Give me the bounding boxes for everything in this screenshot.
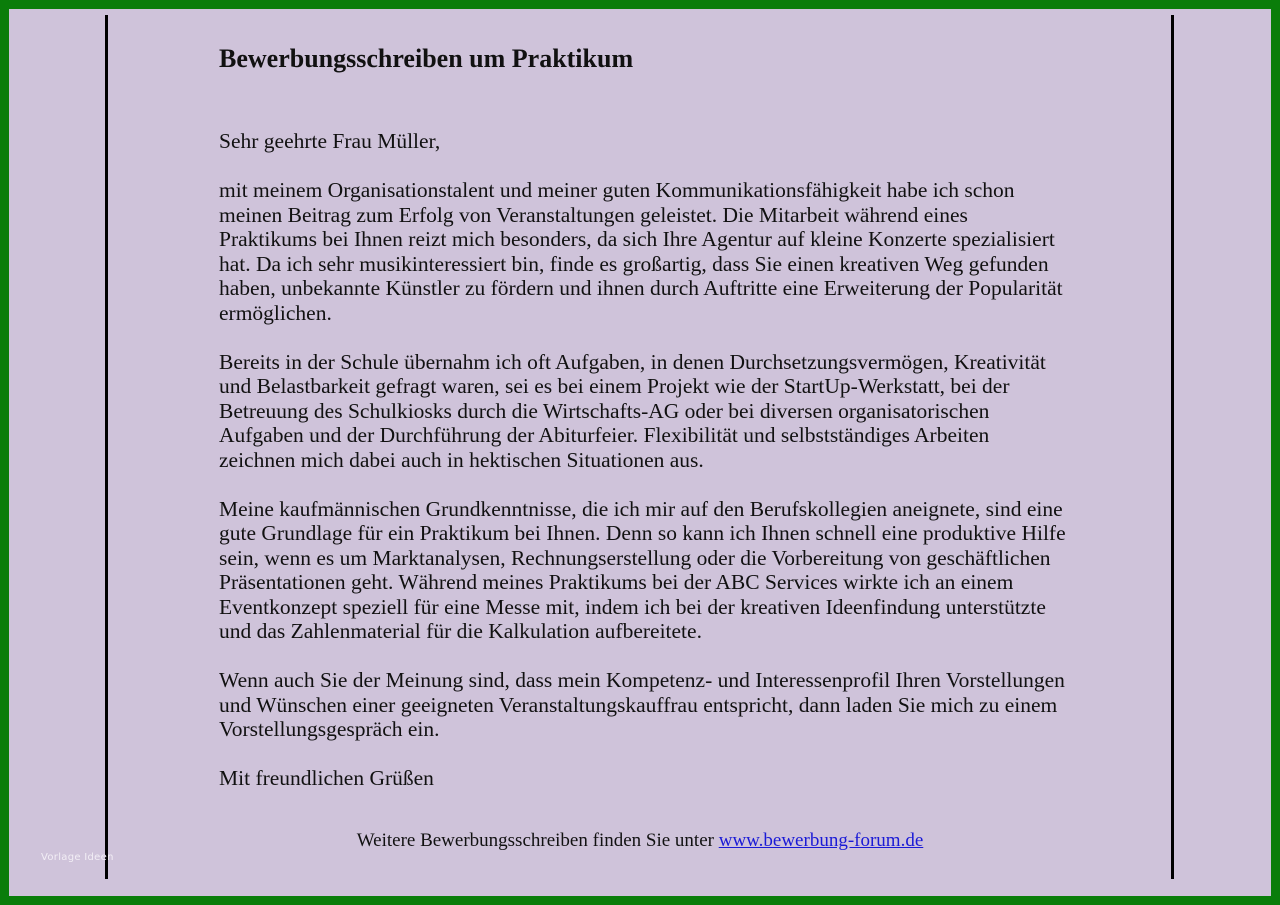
watermark-text: Vorlage Ideen: [41, 852, 114, 863]
letter-paragraph-1: mit meinem Organisationstalent und meiner guten Kommunikationsfähigkeit habe ich schon meinen Beitrag zum Erfolg von Veranstaltungen geleistet. Die Mitarbeit während eines Praktikums bei Ihnen reizt mich besonders, da sich Ihre Agentur auf kleine Konzerte spezialisiert hat. Da ich sehr musikinteressiert bin, finde es großartig, dass Sie einen kreativen Weg gefunden haben, unbekannte Künstler zu fördern und ihnen durch Auftritte eine Erweiterung der Popularität ermöglichen.: [219, 178, 1063, 325]
left-divider-line: [105, 15, 108, 879]
letter-paragraph-4: Wenn auch Sie der Meinung sind, dass mein Kompetenz- und Interessenprofil Ihren Vorstellungen und Wünschen einer geeigneten Veranstaltungskauffrau entspricht, dann laden Sie mich zu einem Vorstellungsgespräch ein.: [219, 668, 1065, 741]
letter-paragraph-2: Bereits in der Schule übernahm ich oft Aufgaben, in denen Durchsetzungsvermögen, Kreativität und Belastbarkeit gefragt waren, sei es bei einem Projekt wie der StartUp-Werkstatt, bei der Betreuung des Schulkiosks durch die Wirtschafts-AG oder bei diversen organisatorischen Aufgaben und der Durchführung der Abiturfeier. Flexibilität und selbstständiges Arbeiten zeichnen mich dabei auch in hektischen Situationen aus.: [219, 349, 1046, 472]
letter-title: Bewerbungsschreiben um Praktikum: [219, 44, 634, 73]
footer-note: [9, 830, 1271, 852]
footer-text: Weitere Bewerbungsschreiben finden Sie unter: [356, 830, 714, 851]
letter-content: [219, 41, 1069, 791]
letter-paragraph-3: Meine kaufmännischen Grundkenntnisse, die ich mir auf den Berufskollegien aneignete, sind eine gute Grundlage für ein Praktikum bei Ihnen. Denn so kann ich Ihnen schnell eine produktive Hilfe sein, wenn es um Marktanalysen, Rechnungserstellung oder die Vorbereitung von geschäftlichen Präsentationen geht. Während meines Praktikums bei der ABC Services wirkte ich an einem Eventkonzept speziell für eine Messe mit, indem ich bei der kreativen Ideenfindung unterstützte und das Zahlenmaterial für die Kalkulation aufbereitete.: [219, 496, 1066, 643]
bewerbung-forum-link[interactable]: www.bewerbung-forum.de: [718, 830, 924, 851]
page-frame: [9, 9, 1271, 896]
letter-closing: Mit freundlichen Grüßen: [219, 766, 434, 790]
letter-salutation: Sehr geehrte Frau Müller,: [219, 129, 441, 153]
right-divider-line: [1171, 15, 1174, 879]
